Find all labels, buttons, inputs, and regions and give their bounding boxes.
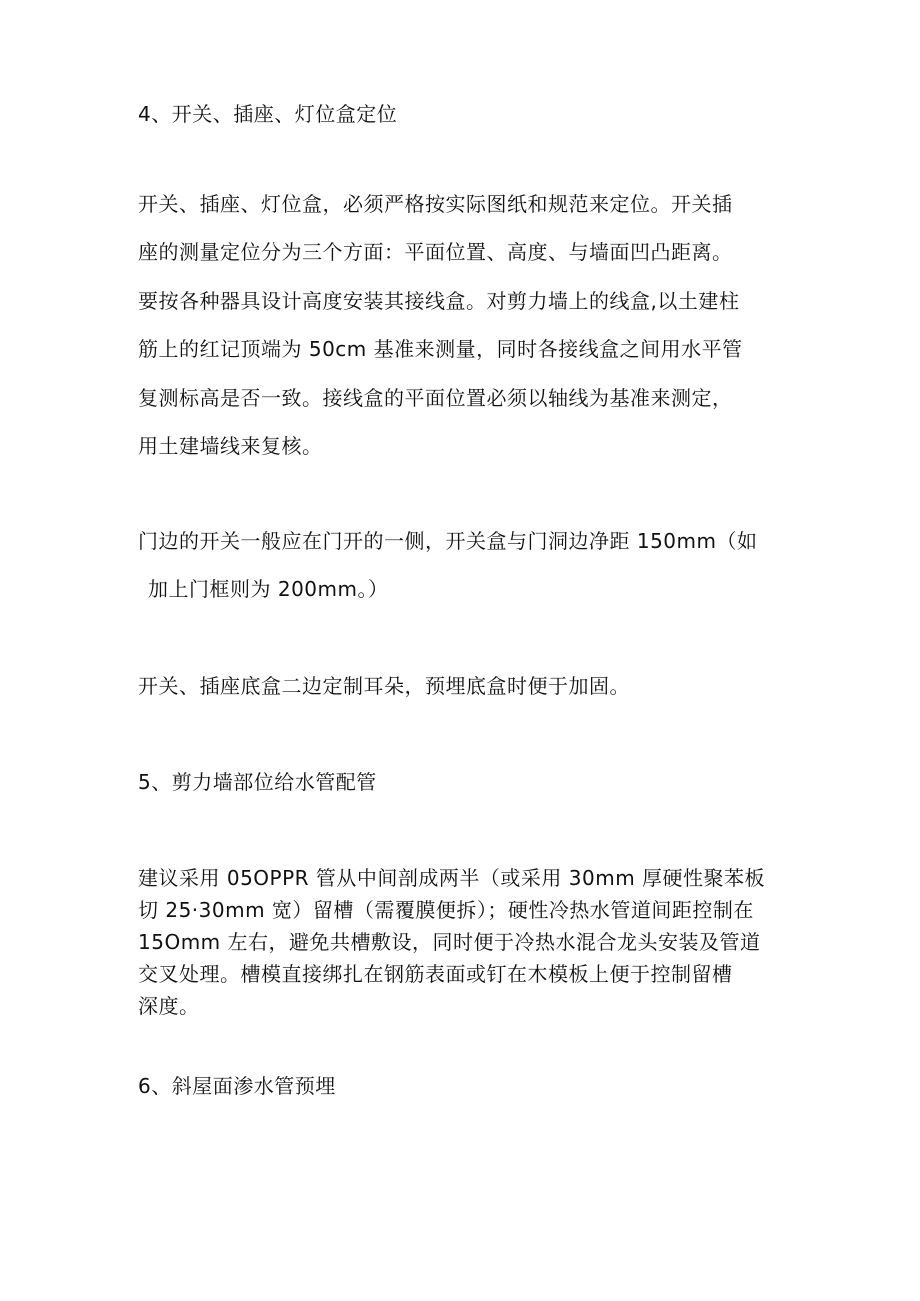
section-5-heading: 5、剪力墙部位给水管配管 [138, 770, 377, 794]
section-5-para-1-line-3: 15Omm 左右，避免共槽敷设，同时便于冷热水混合龙头安装及管道 [138, 930, 761, 954]
section-4-para-1-line-5: 复测标高是否一致。接线盒的平面位置必须以轴线为基准来测定， [138, 386, 733, 410]
section-4-heading: 4、开关、插座、灯位盒定位 [138, 102, 398, 126]
section-5-para-1-line-1: 建议采用 05OPPR 管从中间剖成两半（或采用 30mm 厚硬性聚苯板 [138, 866, 766, 890]
section-5-para-1-line-2: 切 25·30mm 宽）留槽（需覆膜便拆）；硬性冷热水管道间距控制在 [138, 898, 754, 922]
section-4-para-2-line-2: 加上门框则为 200mm。） [148, 577, 389, 601]
section-4-para-1-line-3: 要按各种器具设计高度安装其接线盒。对剪力墙上的线盒,以土建柱 [138, 289, 740, 313]
section-4-para-1-line-6: 用土建墙线来复核。 [138, 434, 323, 458]
section-4-para-3-line-1: 开关、插座底盒二边定制耳朵，预埋底盒时便于加固。 [138, 674, 630, 698]
section-5-para-1-line-4: 交叉处理。槽模直接绑扎在钢筋表面或钉在木模板上便于控制留槽 [138, 962, 733, 986]
section-4-para-1-line-2: 座的测量定位分为三个方面：平面位置、高度、与墙面凹凸距离。 [138, 240, 733, 264]
section-4-para-2-line-1: 门边的开关一般应在门开的一侧，开关盒与门洞边净距 150mm（如 [138, 529, 758, 553]
section-6-heading: 6、斜屋面渗水管预埋 [138, 1074, 336, 1098]
section-5-para-1-line-5: 深度。 [138, 994, 200, 1018]
section-4-para-1-line-4: 筋上的红记顶端为 50cm 基准来测量，同时各接线盒之间用水平管 [138, 337, 743, 361]
section-4-para-1-line-1: 开关、插座、灯位盒，必须严格按实际图纸和规范来定位。开关插 [138, 192, 733, 216]
